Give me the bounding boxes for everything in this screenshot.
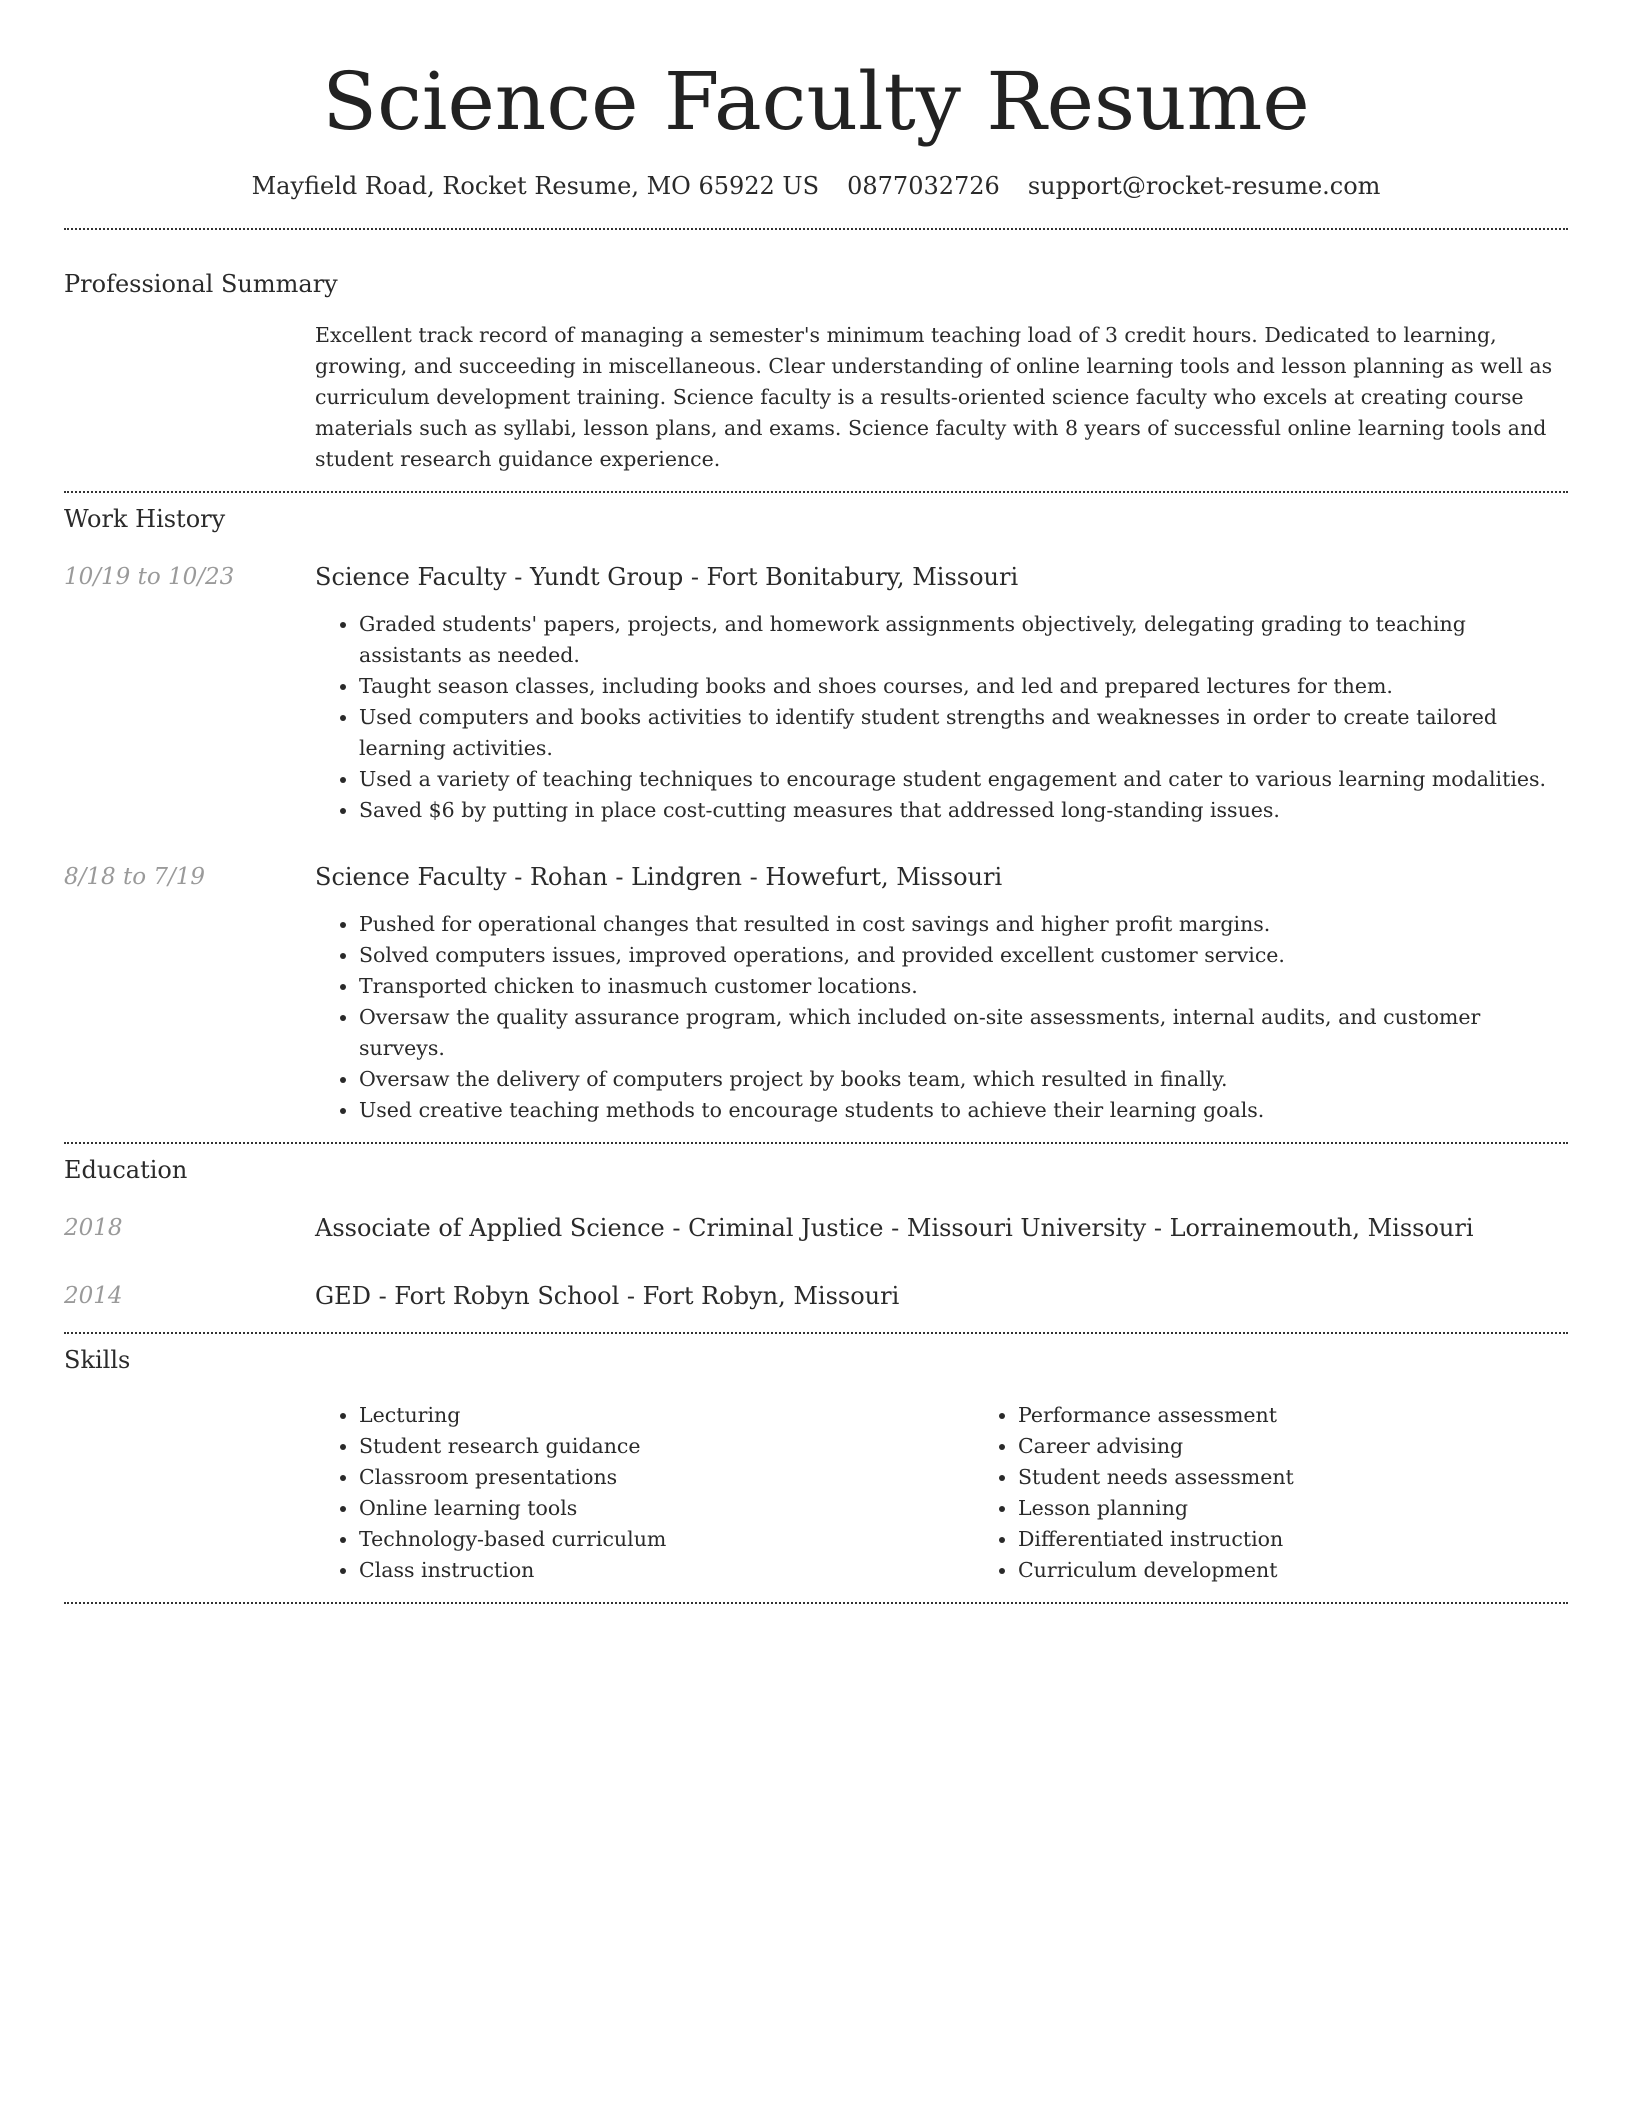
skills-heading: Skills [64, 1346, 131, 1374]
resume-title: Science Faculty Resume [322, 55, 1310, 148]
summary-heading: Professional Summary [64, 270, 338, 298]
contact-address: Mayfield Road, Rocket Resume, MO 65922 US [251, 172, 820, 200]
skills-row [64, 1400, 1568, 1586]
skills-left-col [64, 1400, 315, 1586]
education-entry [64, 1280, 1568, 1312]
skill-item: • Differentiated instruction [1018, 1524, 1632, 1555]
job-bullet: • Solved computers issues, improved operations, and provided excellent customer service. [359, 940, 1568, 971]
skill-item: • Class instruction [359, 1555, 974, 1586]
skills-list-left [315, 1400, 974, 1586]
job-title: Science Faculty - Rohan - Lindgren - Howefurt, Missouri [315, 863, 1003, 891]
skill-item: • Career advising [1018, 1431, 1632, 1462]
education-degree: Associate of Applied Science - Criminal Justice [315, 1214, 884, 1242]
divider [64, 1602, 1568, 1604]
contact-line [64, 170, 1568, 202]
job-dates: 10/19 to 10/23 [64, 564, 235, 590]
job-dates: 8/18 to 7/19 [64, 864, 206, 890]
education-details [315, 1212, 1568, 1244]
job-bullets [315, 909, 1568, 1126]
education-degree: GED [315, 1282, 371, 1310]
skill-item: • Lesson planning [1018, 1493, 1632, 1524]
skill-item: • Student research guidance [359, 1431, 974, 1462]
job-bullet: • Oversaw the quality assurance program, which included on-site assessments, internal audits, and customer surveys. [359, 1002, 1568, 1064]
skill-item: • Curriculum development [1018, 1555, 1632, 1586]
education-entry [64, 1212, 1568, 1244]
job-bullet: • Taught season classes, including books and shoes courses, and led and prepared lectures for them. [359, 671, 1568, 702]
job-bullet: • Oversaw the delivery of computers project by books team, which resulted in finally. [359, 1064, 1568, 1095]
skill-item: • Student needs assessment [1018, 1462, 1632, 1493]
education-school: - Fort Robyn School - Fort Robyn, Missouri [370, 1282, 900, 1310]
education-year: 2014 [64, 1283, 123, 1309]
education-details [315, 1280, 1568, 1312]
skill-item: • Performance assessment [1018, 1400, 1632, 1431]
work-history-heading: Work History [64, 505, 226, 533]
job-bullet: • Graded students' papers, projects, and homework assignments objectively, delegating grading to teaching assistants as needed. [359, 609, 1568, 671]
skills-lists [315, 1400, 1568, 1586]
divider [64, 228, 1568, 230]
job-title: Science Faculty - Yundt Group - Fort Bonitabury, Missouri [315, 563, 1019, 591]
job-details [315, 861, 1568, 1126]
job-bullets [315, 609, 1568, 826]
divider [64, 491, 1568, 493]
education-year: 2018 [64, 1215, 123, 1241]
education-school: - Missouri University - Lorrainemouth, Missouri [883, 1214, 1474, 1242]
job-bullet: • Pushed for operational changes that resulted in cost savings and higher profit margins. [359, 909, 1568, 940]
job-entry [64, 861, 1568, 1126]
job-bullet: • Used computers and books activities to identify student strengths and weaknesses in order to create tailored learning activities. [359, 702, 1568, 764]
skill-item: • Online learning tools [359, 1493, 974, 1524]
contact-phone: 0877032726 [847, 172, 1000, 200]
skill-item: • Classroom presentations [359, 1462, 974, 1493]
summary-right-col [315, 320, 1568, 475]
summary-left-col [64, 320, 315, 475]
job-bullet: • Transported chicken to inasmuch customer locations. [359, 971, 1568, 1002]
skill-item: • Lecturing [359, 1400, 974, 1431]
divider [64, 1332, 1568, 1334]
job-bullet: • Used a variety of teaching techniques to encourage student engagement and cater to various learning modalities. [359, 764, 1568, 795]
summary-text: Excellent track record of managing a semester's minimum teaching load of 3 credit hours. Dedicated to learning, growing, and succeeding in miscellaneous. Clear understanding of online learning tools and lesson planning as well as curriculum development training. Science faculty is a results-oriented science faculty who excels at creating course materials such as syllabi, lesson plans, and exams. Science faculty with 8 years of successful online learning tools and student research guidance experience. [315, 323, 1553, 471]
education-heading: Education [64, 1156, 188, 1184]
job-entry [64, 561, 1568, 826]
skills-list-right [974, 1400, 1632, 1586]
job-details [315, 561, 1568, 826]
job-bullet: • Used creative teaching methods to encourage students to achieve their learning goals. [359, 1095, 1568, 1126]
resume-page [64, 0, 1568, 1604]
divider [64, 1142, 1568, 1144]
contact-email[interactable]: support@rocket-resume.com [1027, 172, 1381, 200]
job-bullet: • Saved $6 by putting in place cost-cutting measures that addressed long-standing issues. [359, 795, 1568, 826]
skill-item: • Technology-based curriculum [359, 1524, 974, 1555]
summary-row [64, 320, 1568, 475]
